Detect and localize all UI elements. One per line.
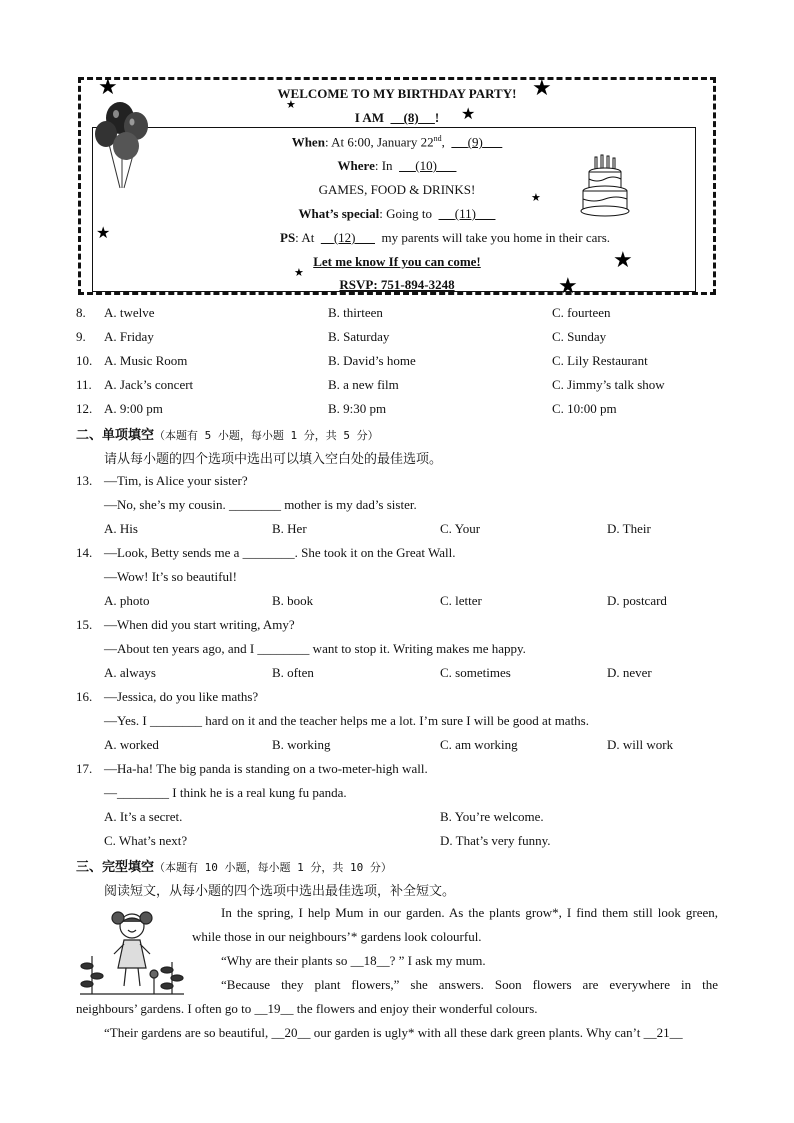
- option-a: A. It’s a secret.: [104, 809, 183, 824]
- option-b: B. Saturday: [328, 329, 390, 344]
- star-icon: ★: [532, 75, 552, 100]
- option-b: B. Her: [272, 521, 307, 536]
- star-icon: ★: [613, 247, 633, 272]
- option-c: C. Sunday: [552, 329, 607, 344]
- question-line: —No, she’s my cousin. ________ mother is my dad’s sister.: [104, 497, 417, 512]
- option-a: A. Music Room: [104, 353, 188, 368]
- question-line: —Look, Betty sends me a ________. She took it on the Great Wall.: [104, 545, 456, 560]
- question-line: —Wow! It’s so beautiful!: [104, 569, 237, 584]
- question-number: 11.: [76, 377, 92, 392]
- option-a: A. photo: [104, 593, 150, 608]
- question-number: 9.: [76, 329, 86, 344]
- rsvp: RSVP: 751-894-3248: [339, 277, 455, 292]
- option-a: A. worked: [104, 737, 159, 752]
- option-c: C. 10:00 pm: [552, 401, 617, 416]
- option-a: A. Jack’s concert: [104, 377, 194, 392]
- question-number: 15.: [76, 617, 93, 632]
- games-line: GAMES, FOOD & DRINKS!: [318, 182, 476, 197]
- passage-line: “Their gardens are so beautiful, __20__ our garden is ugly* with all these dark green plants. Why can’t __21__: [104, 1025, 683, 1040]
- option-c: C. letter: [440, 593, 482, 608]
- when-line: When: At 6:00, January 22nd, (9): [291, 134, 483, 150]
- let-me-know: Let me know If you can come!: [313, 254, 481, 269]
- option-a: A. Friday: [104, 329, 154, 344]
- passage-line: “Why are their plants so __18__? ” I ask my mum.: [221, 953, 486, 968]
- option-c: C. What’s next?: [104, 833, 188, 848]
- option-d: D. will work: [607, 737, 674, 752]
- option-b: B. a new film: [328, 377, 399, 392]
- option-a: A. 9:00 pm: [104, 401, 163, 416]
- question-number: 16.: [76, 689, 93, 704]
- question-number: 10.: [76, 353, 93, 368]
- option-a: A. always: [104, 665, 156, 680]
- star-icon: ★: [98, 74, 118, 99]
- star-icon: ★: [294, 267, 304, 279]
- section-instruction: 阅读短文，从每小题的四个选项中选出最佳选项，补全短文。: [104, 884, 456, 899]
- question-line: —When did you start writing, Amy?: [104, 617, 295, 632]
- star-icon: ★: [96, 225, 111, 242]
- balloons-icon: [92, 100, 152, 192]
- option-b: B. working: [272, 737, 331, 752]
- question-line: —________ I think he is a real kung fu panda.: [104, 785, 347, 800]
- question-number: 13.: [76, 473, 93, 488]
- option-d: D. never: [607, 665, 652, 680]
- option-c: C. Your: [440, 521, 481, 536]
- option-c: C. Jimmy’s talk show: [552, 377, 665, 392]
- option-a: A. twelve: [104, 305, 155, 320]
- star-icon: ★: [286, 99, 296, 111]
- passage-line: neighbours’ gardens. I often go to __19__ the flowers and enjoy their wonderful colours.: [76, 1001, 538, 1016]
- i-am-line: I AM (8) !: [354, 110, 440, 125]
- option-c: C. sometimes: [440, 665, 511, 680]
- special-line: What’s special: Going to (11): [298, 206, 476, 221]
- question-number: 12.: [76, 401, 93, 416]
- option-b: B. book: [272, 593, 314, 608]
- question-line: —Jessica, do you like maths?: [104, 689, 259, 704]
- question-line: —Yes. I ________ hard on it and the teacher helps me a lot. I’m sure I will be good at maths.: [104, 713, 589, 728]
- question-line: —Tim, is Alice your sister?: [104, 473, 248, 488]
- passage-line: “Because they plant flowers,” she answers. Soon flowers are everywhere in the: [221, 977, 718, 992]
- option-b: B. thirteen: [328, 305, 383, 320]
- option-d: D. That’s very funny.: [440, 833, 551, 848]
- question-number: 14.: [76, 545, 93, 560]
- option-a: A. His: [104, 521, 138, 536]
- section-instruction: 请从每小题的四个选项中选出可以填入空白处的最佳选项。: [104, 452, 443, 467]
- section-heading: 三、完型填空（本题有 10 小题，每小题 1 分，共 10 分）: [76, 860, 392, 875]
- option-b: B. often: [272, 665, 314, 680]
- option-c: C. Lily Restaurant: [552, 353, 648, 368]
- option-d: D. postcard: [607, 593, 667, 608]
- question-number: 17.: [76, 761, 93, 776]
- where-line: Where: In (10): [337, 158, 437, 173]
- option-c: C. fourteen: [552, 305, 611, 320]
- question-line: —About ten years ago, and I ________ want to stop it. Writing makes me happy.: [104, 641, 526, 656]
- invitation-title: WELCOME TO MY BIRTHDAY PARTY!: [277, 86, 517, 101]
- ps-line: PS: At (12) my parents will take you home in their cars.: [280, 230, 611, 245]
- option-b: B. You’re welcome.: [440, 809, 544, 824]
- option-b: B. David’s home: [328, 353, 416, 368]
- option-d: D. Their: [607, 521, 651, 536]
- star-icon: ★: [531, 192, 541, 204]
- star-icon: ★: [558, 273, 578, 298]
- passage-line: while those in our neighbours’* gardens look colourful.: [192, 929, 482, 944]
- option-b: B. 9:30 pm: [328, 401, 387, 416]
- star-icon: ★: [461, 106, 476, 123]
- passage-line: In the spring, I help Mum in our garden. As the plants grow*, I find them still look green,: [221, 905, 718, 920]
- question-line: —Ha-ha! The big panda is standing on a two-meter-high wall.: [104, 761, 428, 776]
- question-number: 8.: [76, 305, 86, 320]
- section-heading: 二、单项填空（本题有 5 小题，每小题 1 分，共 5 分）: [76, 428, 379, 443]
- option-c: C. am working: [440, 737, 518, 752]
- girl-with-plants-illustration: [78, 906, 186, 996]
